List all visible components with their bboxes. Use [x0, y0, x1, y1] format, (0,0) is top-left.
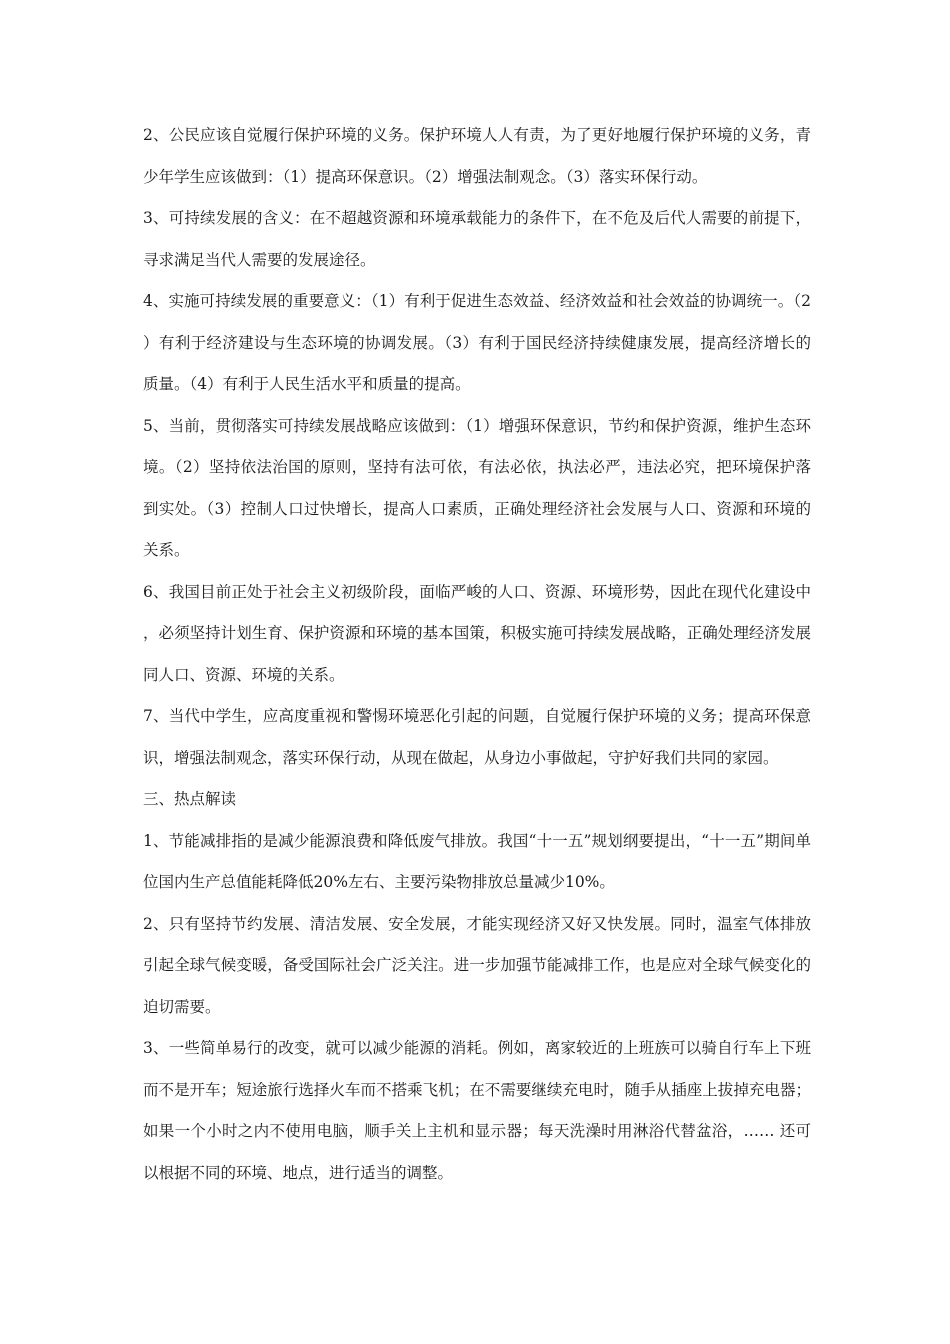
- paragraph-development: 2、只有坚持节约发展、清洁发展、安全发展，才能实现经济又好又快发展。同时，温室气体排放引起全球气候变暖，备受国际社会广泛关注。进一步加强节能减排工作，也是应对全球气候变化的迫切需要。: [143, 914, 811, 1016]
- paragraph-national-situation: 6、我国目前正处于社会主义初级阶段，面临严峻的人口、资源、环境形势，因此在现代化建设中，必须坚持计划生育、保护资源和环境的基本国策，积极实施可持续发展战略，正确处理经济发展同人口、资源、环境的关系。: [143, 582, 811, 684]
- paragraph-significance: 4、实施可持续发展的重要意义：（1）有利于促进生态效益、经济效益和社会效益的协调统一。（2）有利于经济建设与生态环境的协调发展。（3）有利于国民经济持续健康发展，提高经济增长的质量。（4）有利于人民生活水平和质量的提高。: [143, 292, 811, 393]
- paragraph-obligation: 2、公民应该自觉履行保护环境的义务。保护环境人人有责，为了更好地履行保护环境的义务，青少年学生应该做到：（1）提高环保意识。（2）增强法制观念。（3）落实环保行动。: [143, 126, 811, 186]
- paragraph-energy-saving: 1、节能减排指的是减少能源浪费和降低废气排放。我国“十一五”规划纲要提出，“十一五”期间单位国内生产总值能耗降低20%左右、主要污染物排放总量减少10%。: [143, 831, 811, 891]
- paragraph-students: 7、当代中学生，应高度重视和警惕环境恶化引起的问题，自觉履行保护环境的义务；提高环保意识，增强法制观念，落实环保行动，从现在做起，从身边小事做起，守护好我们共同的家园。: [143, 707, 811, 767]
- paragraph-simple-changes: 3、一些简单易行的改变，就可以减少能源的消耗。例如，离家较近的上班族可以骑自行车上下班而不是开车；短途旅行选择火车而不搭乘飞机；在不需要继续充电时，随手从插座上拔掉充电器；如果一个小时之内不使用电脑，顺手关上主机和显示器；每天洗澡时用淋浴代替盆浴，…… 还可以根据不同的环境、地点，进行适当的调整。: [143, 1039, 811, 1182]
- document-body: [143, 115, 811, 1194]
- paragraph-sustainable-definition: 3、可持续发展的含义：在不超越资源和环境承载能力的条件下，在不危及后代人需要的前提下，寻求满足当代人需要的发展途径。: [143, 209, 811, 269]
- paragraph-strategy: 5、当前，贯彻落实可持续发展战略应该做到：（1）增强环保意识，节约和保护资源，维护生态环境。（2）坚持依法治国的原则，坚持有法可依，有法必依，执法必严，违法必究，把环境保护落到实处。（3）控制人口过快增长，提高人口素质，正确处理经济社会发展与人口、资源和环境的关系。: [143, 416, 811, 559]
- section-heading: 三、热点解读: [143, 790, 237, 808]
